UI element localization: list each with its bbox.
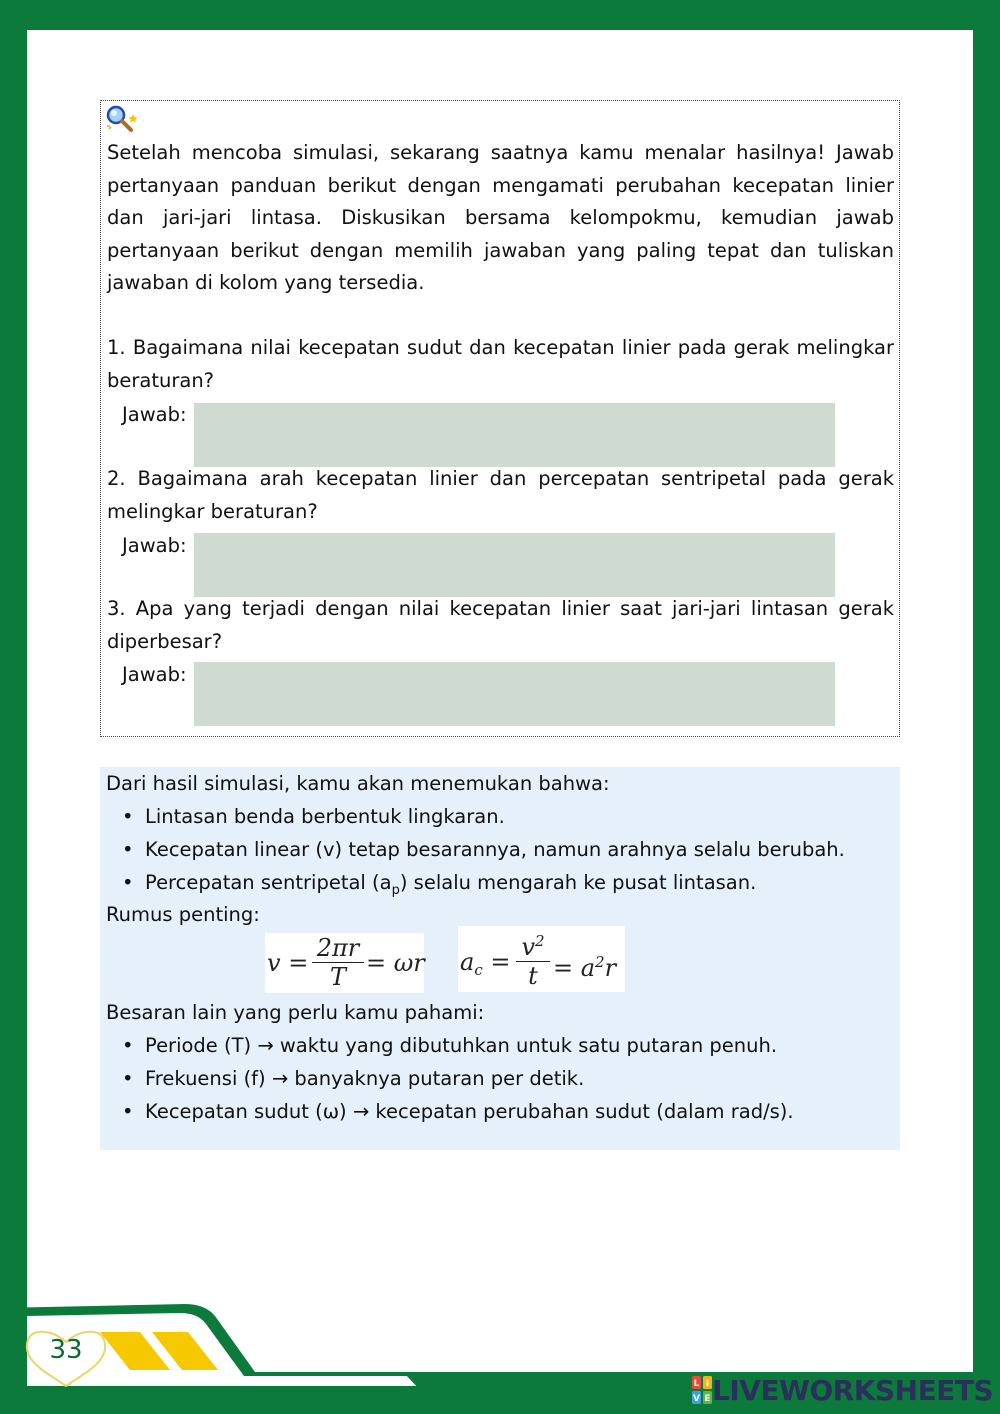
fraction-denominator: T <box>329 963 346 991</box>
formula-velocity <box>265 933 424 993</box>
formula-fraction <box>516 928 550 990</box>
finding-text-part: Percepatan sentripetal (a <box>145 871 392 894</box>
other-quantities-heading: Besaran lain yang perlu kamu pahami: <box>106 1001 485 1024</box>
finding-item: • Lintasan benda berbentuk lingkaran. <box>122 804 505 830</box>
formula-centripetal <box>458 926 625 992</box>
answer-label-1: Jawab: <box>122 403 187 426</box>
question-2: 2. Bagaimana arah kecepatan linier dan percepatan sentripetal pada gerak melingkar beraturan? <box>107 467 894 523</box>
quantity-item: • Periode (T) → waktu yang dibutuhkan untuk satu putaran penuh. <box>122 1033 777 1059</box>
summary-heading: Dari hasil simulasi, kamu akan menemukan bahwa: <box>106 772 610 795</box>
formula-rhs <box>553 948 616 982</box>
formula-lhs <box>460 948 510 984</box>
symbol-v: v <box>521 933 535 961</box>
subscript-c: c <box>474 961 483 979</box>
logo-letter: E <box>704 1394 711 1404</box>
answer-field-1[interactable] <box>194 403 835 467</box>
rhs-part: r <box>604 954 617 982</box>
formula-lhs: v = <box>267 949 309 977</box>
exponent: 2 <box>595 953 605 971</box>
rhs-part: = a <box>553 954 596 982</box>
equals-sign: = <box>490 948 511 976</box>
page-number: 33 <box>49 1335 83 1365</box>
answer-field-2[interactable] <box>194 533 835 597</box>
exponent: 2 <box>535 932 545 950</box>
question-1: 1. Bagaimana nilai kecepatan sudut dan kecepatan linier pada gerak melingkar beraturan? <box>107 336 894 392</box>
intro-paragraph: Setelah mencoba simulasi, sekarang saatnya kamu menalar hasilnya! Jawab pertanyaan panduan berikut dengan mengamati perubahan kecepatan linier dan jari-jari lintasa. Diskusikan bersama kelompokmu, kemudian jawab pertanyaan berikut dengan memilih jawaban yang paling tepat dan tuliskan jawaban di kolom yang tersedia. <box>107 141 894 295</box>
formula-fraction <box>312 935 364 991</box>
formula-heading: Rumus penting: <box>106 903 260 926</box>
liveworksheets-logo-icon <box>692 1376 712 1404</box>
question-3: 3. Apa yang terjadi dengan nilai kecepatan linier saat jari-jari lintasan gerak diperbesar? <box>107 597 894 653</box>
formula-rhs: = ωr <box>366 949 425 977</box>
finding-item <box>122 870 756 904</box>
answer-label-3: Jawab: <box>122 663 187 686</box>
liveworksheets-brand-text: LIVEWORKSHEETS <box>712 1373 994 1407</box>
quantity-item: • Kecepatan sudut (ω) → kecepatan perubahan sudut (dalam rad/s). <box>122 1099 794 1125</box>
fraction-numerator <box>516 928 550 962</box>
answer-label-2: Jawab: <box>122 534 187 557</box>
finding-text-part: ) selalu mengarah ke pusat lintasan. <box>399 871 757 894</box>
symbol-a: a <box>460 948 475 976</box>
finding-item: • Kecepatan linear (v) tetap besarannya, namun arahnya selalu berubah. <box>122 837 845 863</box>
fraction-denominator: t <box>528 962 538 990</box>
logo-letter: L <box>693 1379 700 1389</box>
liveworksheets-logo <box>692 1373 993 1407</box>
answer-field-3[interactable] <box>194 662 835 726</box>
magnifying-glass-icon <box>104 104 138 136</box>
quantity-item: • Frekuensi (f) → banyaknya putaran per detik. <box>122 1066 584 1092</box>
fraction-numerator: 2πr <box>312 935 364 963</box>
finding-subscript: p <box>391 882 400 898</box>
logo-letter: V <box>693 1394 700 1404</box>
logo-letter: I <box>705 1379 710 1389</box>
